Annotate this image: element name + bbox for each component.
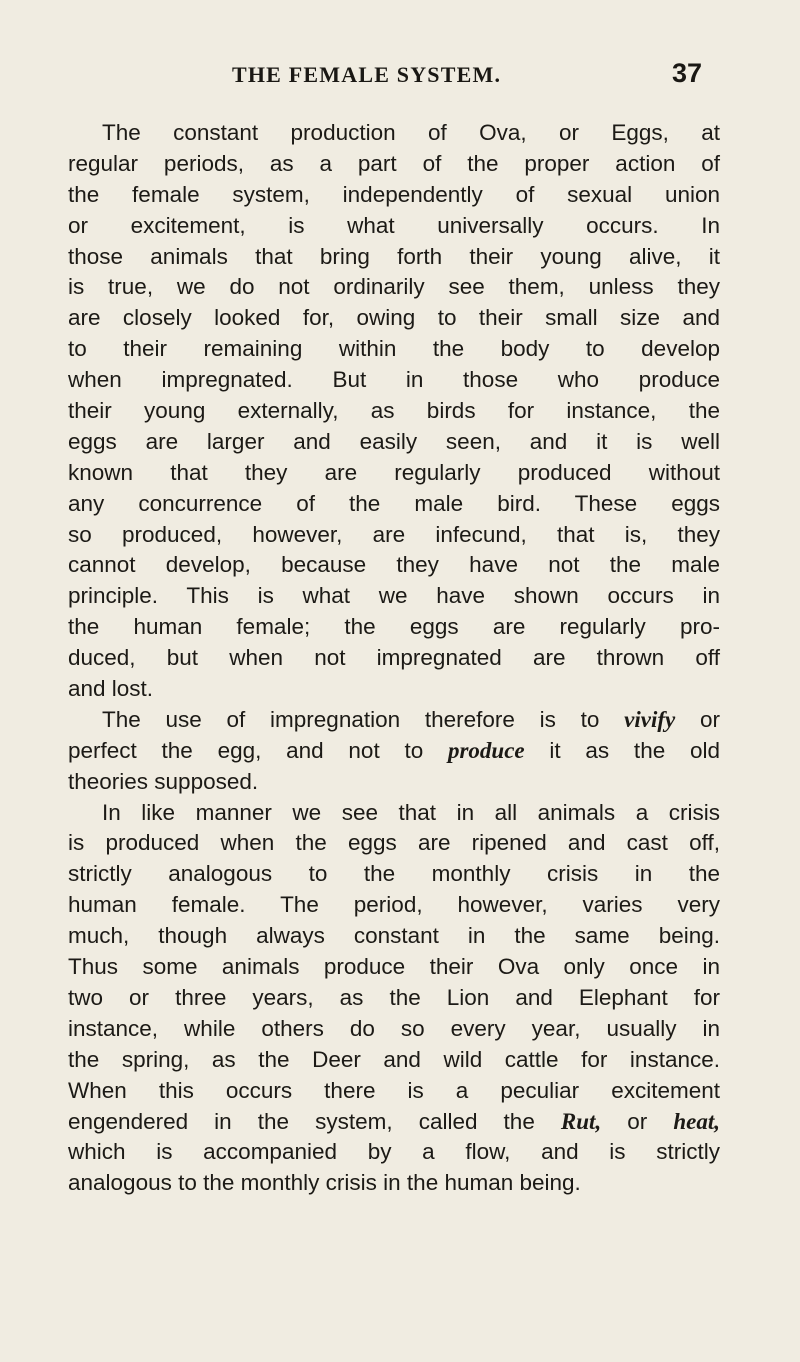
text-segment: or: [601, 1108, 674, 1134]
text-line: cannot develop, because they have not the male: [68, 552, 720, 578]
text-line: two or three years, as the Lion and Elephant for: [68, 984, 720, 1010]
page-number: 37: [672, 58, 703, 88]
text-line: the female system, independently of sexual union: [68, 181, 720, 207]
text-line: when impregnated. But in those who produce: [68, 367, 720, 393]
text-segment: it as the old: [524, 737, 720, 763]
paragraph: [68, 798, 720, 1200]
text-segment: or: [675, 706, 720, 732]
emphasis-text: Rut,: [560, 1108, 602, 1134]
text-line: known that they are regularly produced without: [68, 459, 720, 485]
text-line: When this occurs there is a peculiar excitement: [68, 1077, 720, 1103]
text-line: regular periods, as a part of the proper action of: [68, 150, 720, 176]
text-line: the spring, as the Deer and wild cattle for instance.: [68, 1046, 720, 1072]
text-line: or excitement, is what universally occurs. In: [68, 212, 720, 238]
text-line: theories supposed.: [68, 768, 259, 794]
text-line: [68, 705, 720, 736]
emphasis-text: produce: [447, 737, 525, 763]
text-line: so produced, however, are infecund, that is, they: [68, 521, 720, 547]
text-segment: engendered in the system, called the: [68, 1108, 561, 1134]
text-line: is produced when the eggs are ripened and cast off,: [68, 830, 720, 856]
text-line: are closely looked for, owing to their small size and: [68, 305, 720, 331]
paragraph: [68, 705, 720, 798]
body-text: [68, 118, 720, 1199]
text-line: any concurrence of the male bird. These eggs: [68, 490, 720, 516]
text-line: instance, while others do so every year, usually in: [68, 1015, 720, 1041]
text-line: to their remaining within the body to develop: [68, 336, 720, 362]
text-line: analogous to the monthly crisis in the human being.: [68, 1170, 581, 1196]
running-head: THE FEMALE SYSTEM.: [232, 62, 502, 87]
text-line: principle. This is what we have shown occurs in: [68, 583, 720, 609]
text-line: those animals that bring forth their young alive, it: [68, 243, 720, 269]
text-line: In like manner we see that in all animals a crisis: [102, 799, 720, 825]
text-line: [68, 736, 720, 767]
text-line: [68, 1107, 720, 1138]
text-line: The constant production of Ova, or Eggs, at: [102, 120, 720, 145]
text-line: human female. The period, however, varies very: [68, 892, 720, 918]
text-segment: The use of impregnation therefore is to: [102, 706, 625, 732]
text-line: duced, but when not impregnated are thrown off: [68, 645, 720, 671]
text-line: Thus some animals produce their Ova only once in: [68, 954, 720, 980]
text-line: is true, we do not ordinarily see them, unless they: [68, 274, 720, 300]
text-line: strictly analogous to the monthly crisis in the: [68, 861, 720, 887]
text-line: which is accompanied by a flow, and is strictly: [68, 1139, 720, 1165]
emphasis-text: heat,: [673, 1108, 720, 1134]
text-line: the human female; the eggs are regularly pro-: [68, 614, 720, 640]
text-line: their young externally, as birds for instance, the: [68, 398, 720, 424]
text-line: and lost.: [68, 676, 154, 702]
text-line: eggs are larger and easily seen, and it is well: [68, 428, 720, 454]
text-line: much, though always constant in the same being.: [68, 923, 720, 949]
paragraph: [68, 118, 720, 705]
text-segment: perfect the egg, and not to: [68, 737, 448, 763]
emphasis-text: vivify: [624, 706, 676, 732]
